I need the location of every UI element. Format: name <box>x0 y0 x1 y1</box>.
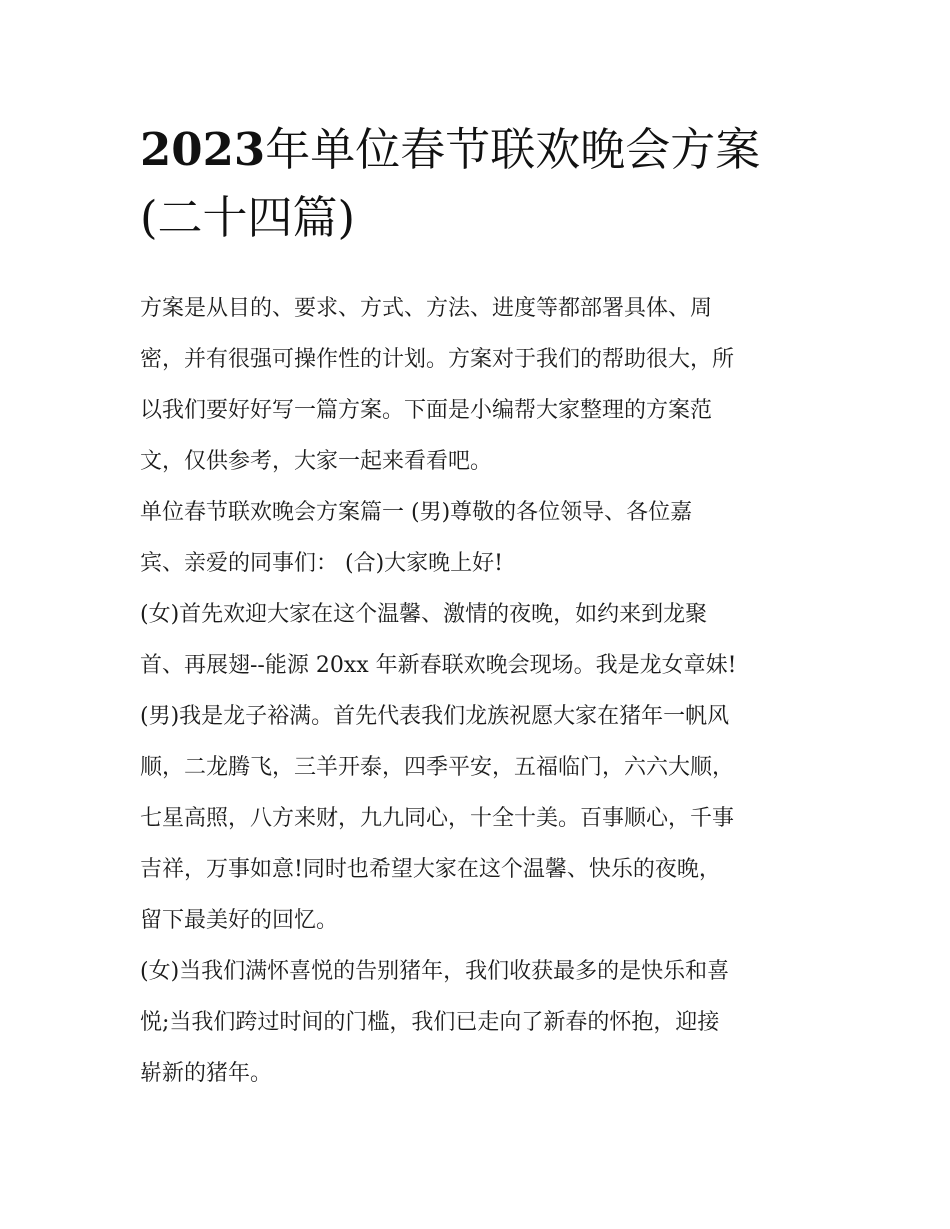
body-line: 方案是从目的、要求、方式、方法、进度等都部署具体、周 <box>140 296 713 321</box>
body-line: 悦;当我们跨过时间的门槛，我们已走向了新春的怀抱，迎接 <box>140 1010 720 1035</box>
body-line: 吉祥，万事如意!同时也希望大家在这个温馨、快乐的夜晚， <box>140 857 721 882</box>
body-line: (男)我是龙子裕满。首先代表我们龙族祝愿大家在猪年一帆风 <box>140 704 730 729</box>
body-line: 崭新的猪年。 <box>140 1061 273 1086</box>
body-line: 密，并有很强可操作性的计划。方案对于我们的帮助很大，所 <box>140 347 735 372</box>
title-year: 2023 <box>140 123 266 176</box>
title-line2: (二十四篇) <box>140 191 356 244</box>
body-line: 宾、亲爱的同事们： (合)大家晚上好! <box>140 551 504 576</box>
body-line: 首、再展翅--能源 20xx 年新春联欢晚会现场。我是龙女章妹! <box>140 653 737 678</box>
body-line: 单位春节联欢晚会方案篇一 (男)尊敬的各位领导、各位嘉 <box>140 500 693 525</box>
document-body <box>140 283 830 1099</box>
title-line1-rest: 年单位春节联欢晚会方案 <box>265 123 761 176</box>
body-line: 留下最美好的回忆。 <box>140 908 339 933</box>
body-line: 顺，二龙腾飞，三羊开泰，四季平安，五福临门，六六大顺， <box>140 755 735 780</box>
body-line: (女)首先欢迎大家在这个温馨、激情的夜晚，如约来到龙聚 <box>140 602 708 627</box>
body-line: (女)当我们满怀喜悦的告别猪年，我们收获最多的是快乐和喜 <box>140 959 730 984</box>
document-title <box>140 116 830 252</box>
body-line: 以我们要好好写一篇方案。下面是小编帮大家整理的方案范 <box>140 398 713 423</box>
body-line: 七星高照，八方来财，九九同心，十全十美。百事顺心，千事 <box>140 806 735 831</box>
body-line: 文，仅供参考，大家一起来看看吧。 <box>140 449 493 474</box>
